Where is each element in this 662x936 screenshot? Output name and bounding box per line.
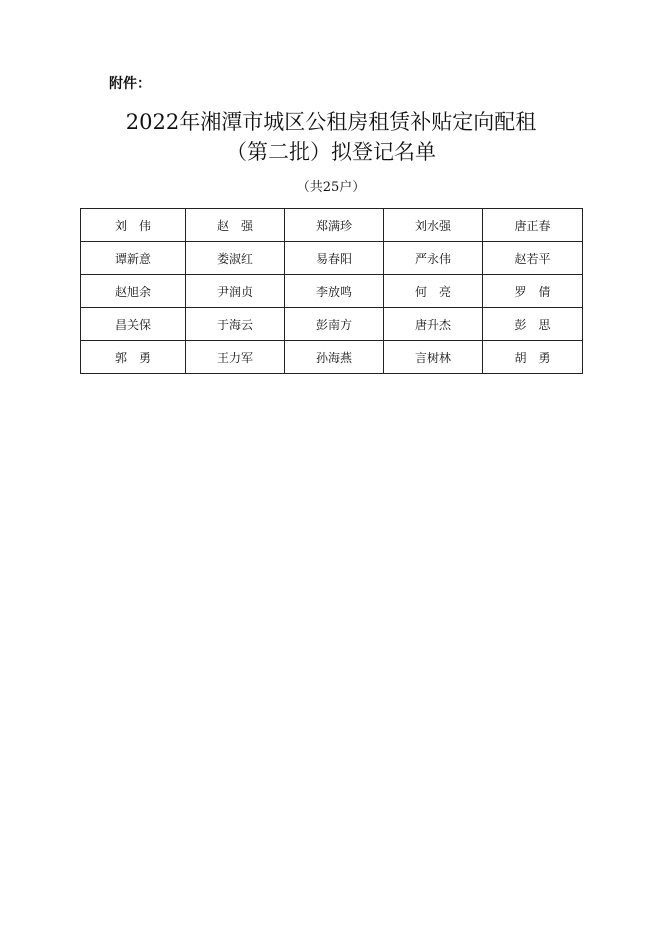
name-cell: 何 亮 <box>384 275 483 308</box>
name-cell: 赵若平 <box>483 242 583 275</box>
attachment-label: 附件： <box>109 76 151 92</box>
name-cell: 赵 强 <box>186 209 285 242</box>
name-cell: 孙海燕 <box>285 341 384 374</box>
name-list-table <box>80 208 583 374</box>
name-cell: 唐正春 <box>483 209 583 242</box>
name-cell: 唐升杰 <box>384 308 483 341</box>
name-cell: 胡 勇 <box>483 341 583 374</box>
name-cell: 昌关保 <box>81 308 186 341</box>
name-cell: 娄淑红 <box>186 242 285 275</box>
table-row <box>81 242 583 275</box>
name-cell: 严永伟 <box>384 242 483 275</box>
name-cell: 刘水强 <box>384 209 483 242</box>
name-cell: 谭新意 <box>81 242 186 275</box>
name-cell: 郭 勇 <box>81 341 186 374</box>
name-cell: 郑满珍 <box>285 209 384 242</box>
name-cell: 言树林 <box>384 341 483 374</box>
document-title-line-2: （第二批）拟登记名单 <box>226 140 436 164</box>
name-cell: 赵旭余 <box>81 275 186 308</box>
name-cell: 王力军 <box>186 341 285 374</box>
name-cell: 彭南方 <box>285 308 384 341</box>
document-title-line-1: 2022年湘潭市城区公租房租赁补贴定向配租 <box>125 110 537 134</box>
table-row <box>81 341 583 374</box>
table-row <box>81 308 583 341</box>
table-row <box>81 275 583 308</box>
name-cell: 李放鸣 <box>285 275 384 308</box>
name-cell: 于海云 <box>186 308 285 341</box>
name-cell: 刘 伟 <box>81 209 186 242</box>
name-cell: 易春阳 <box>285 242 384 275</box>
name-cell: 罗 倩 <box>483 275 583 308</box>
name-cell: 尹润贞 <box>186 275 285 308</box>
table-row <box>81 209 583 242</box>
household-count: （共25户） <box>296 180 366 195</box>
name-cell: 彭 思 <box>483 308 583 341</box>
